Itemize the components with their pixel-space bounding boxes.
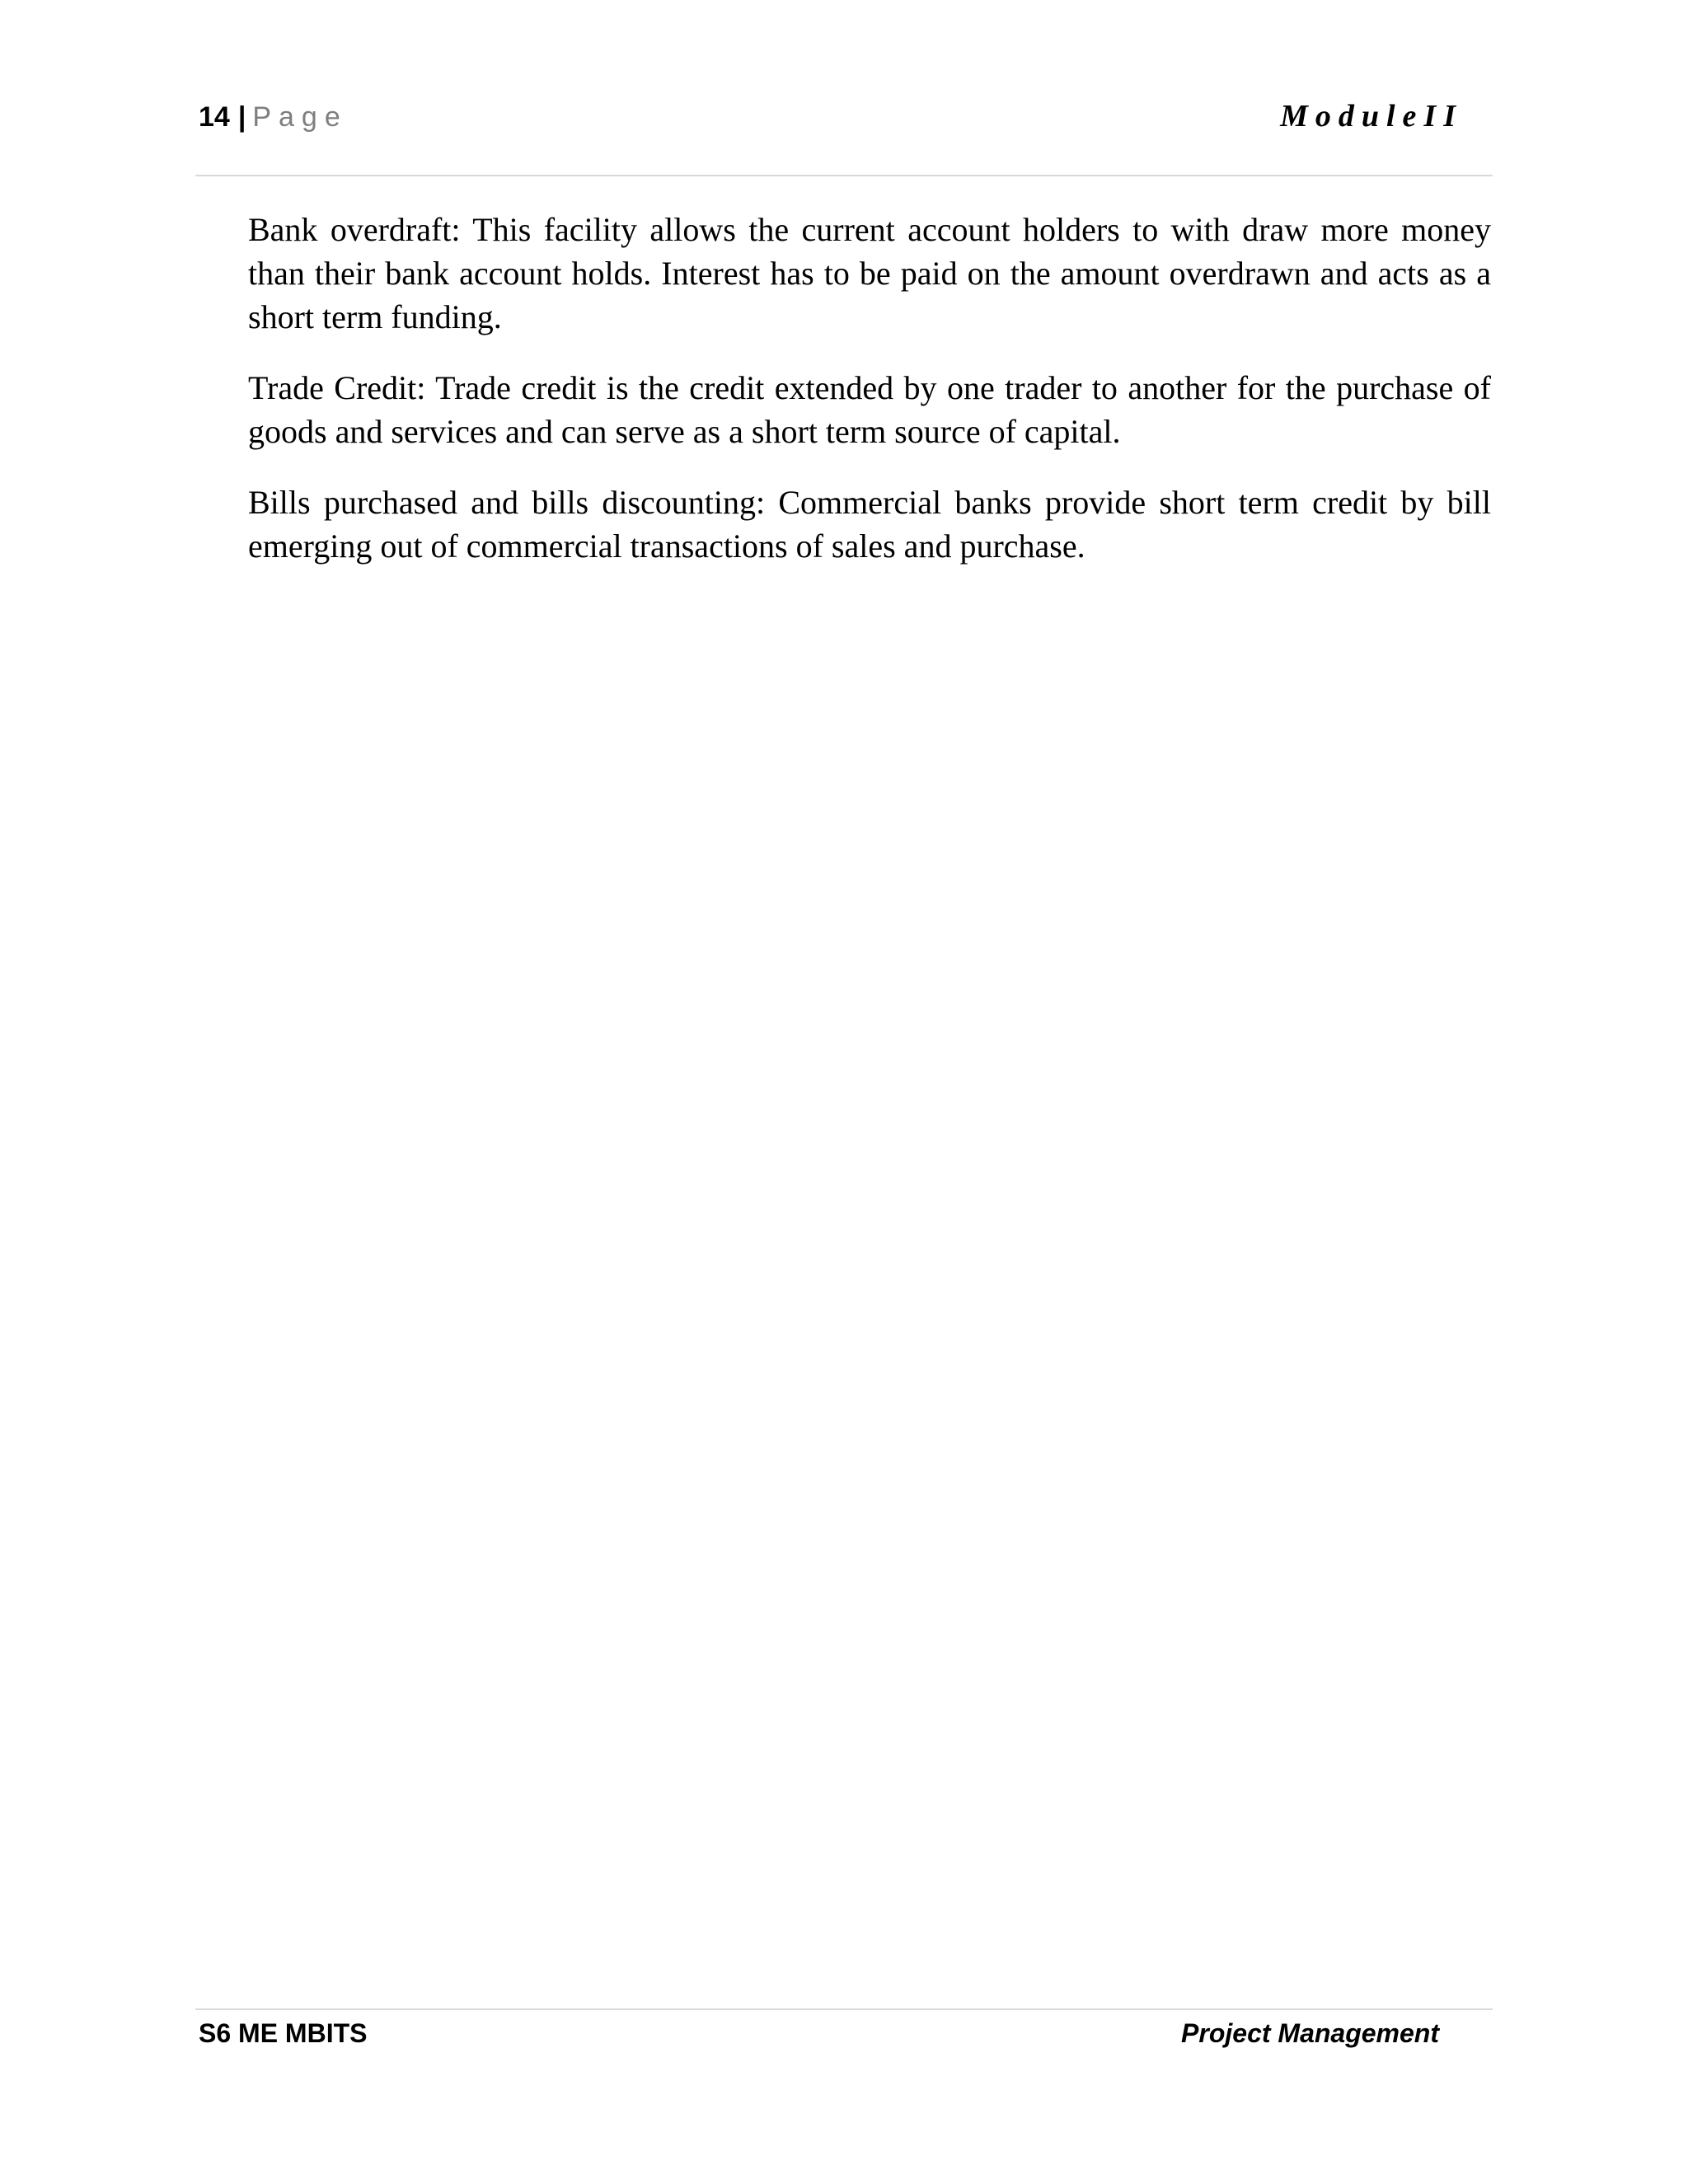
module-label: ModuleII [1280, 99, 1463, 134]
paragraph-bank-overdraft: Bank overdraft: This facility allows the current account holders to with draw more money than their bank account holds. Interest has to be paid on the amount overdrawn and acts as a short term funding. [248, 211, 1491, 335]
page-separator: | [237, 101, 246, 133]
paragraph-trade-credit: Trade Credit: Trade credit is the credit extended by one trader to another for the purchase of goods and services and can serve as a short term source of capital. [248, 369, 1491, 450]
page-word: Page [252, 101, 348, 133]
document-body [248, 208, 1491, 595]
footer-subject-label: Project Management [1181, 2018, 1439, 2048]
footer-course-label: S6 ME MBITS [199, 2018, 368, 2048]
footer-divider [195, 2008, 1493, 2010]
header-divider [195, 175, 1493, 176]
page-header [195, 96, 1470, 142]
page-number-group [199, 101, 348, 134]
page-footer [195, 2013, 1493, 2054]
page-number: 14 [199, 101, 230, 133]
paragraph-bills-discounting: Bills purchased and bills discounting: Commercial banks provide short term credit by bill emerging out of commercial transactions of sales and purchase. [248, 484, 1491, 565]
